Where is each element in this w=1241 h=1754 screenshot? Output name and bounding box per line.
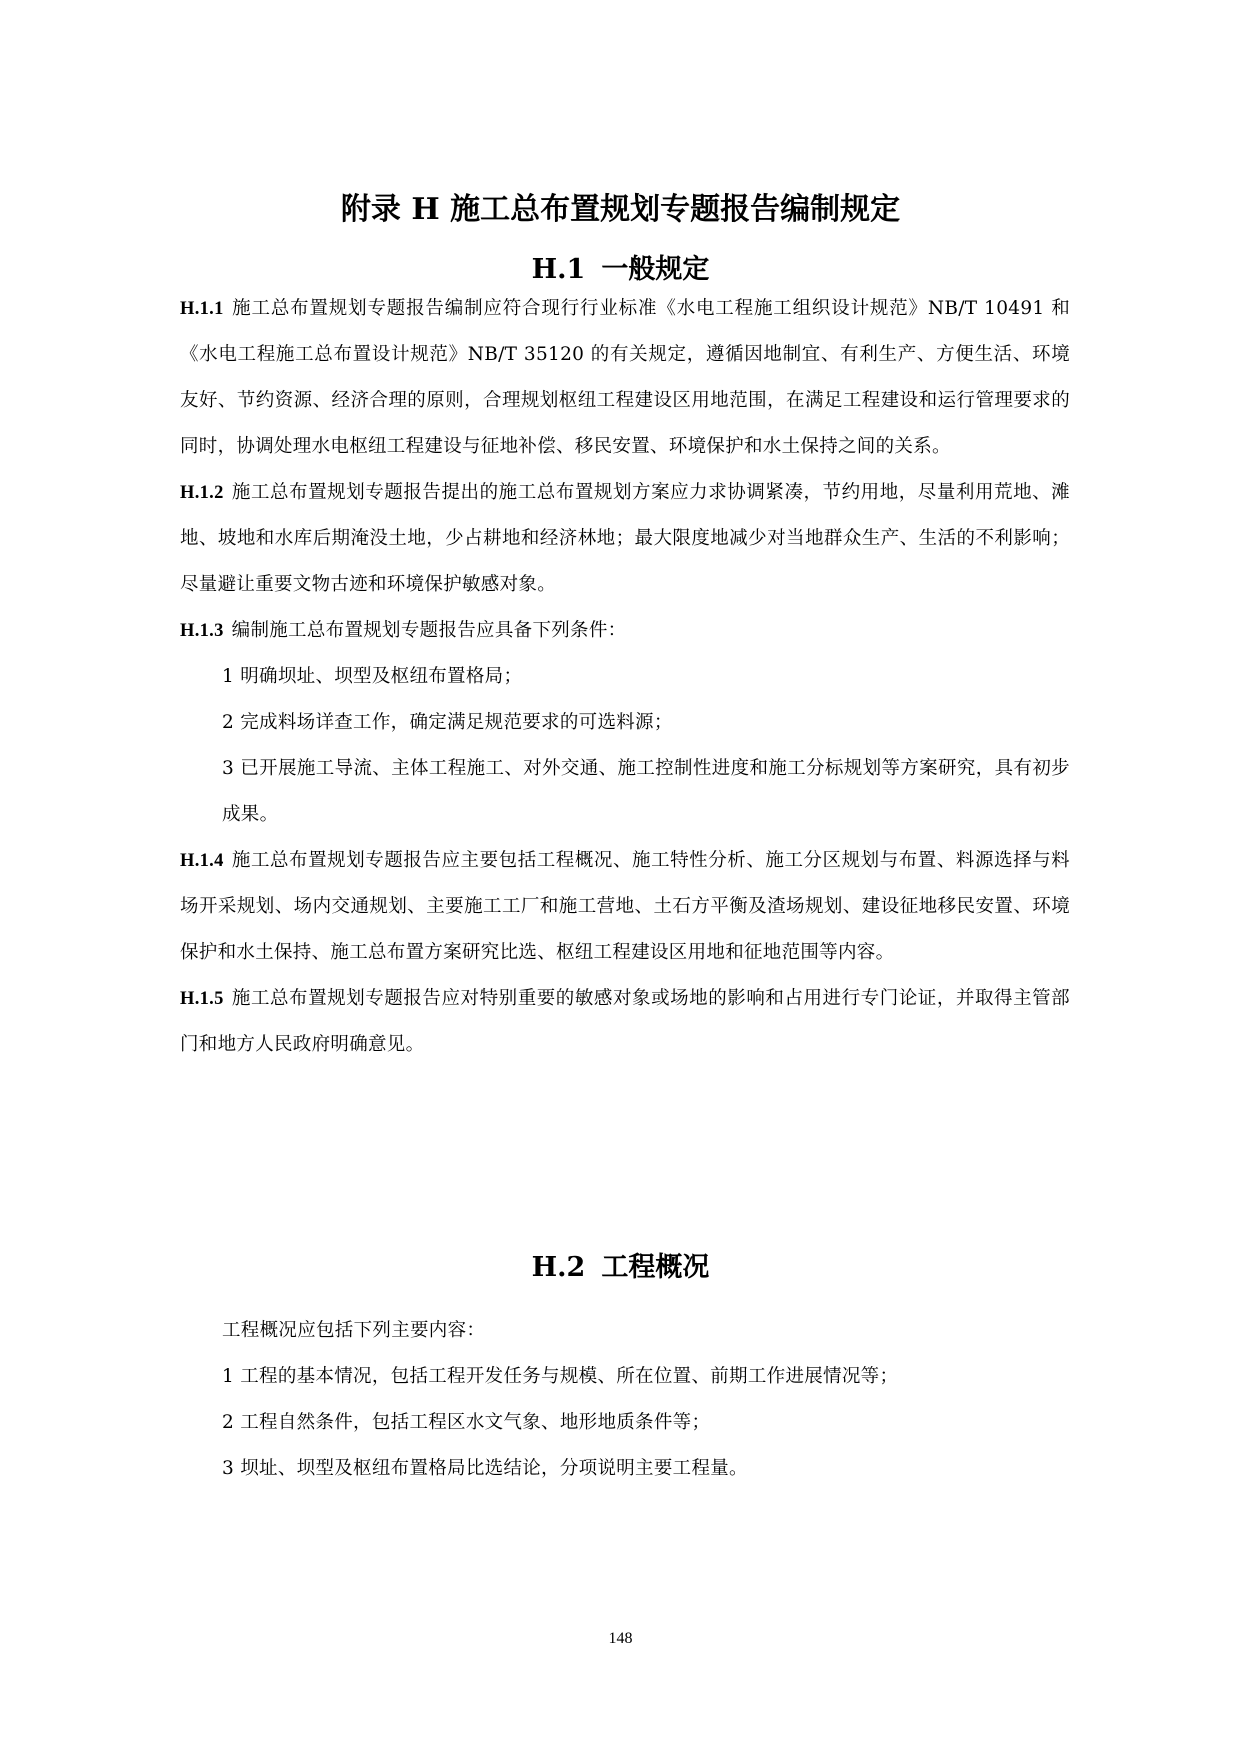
clause-number: H.1.4 — [180, 851, 224, 871]
section-h1-body — [180, 286, 1070, 1068]
section-heading-h1 — [0, 252, 1241, 288]
list-item: 1 工程的基本情况，包括工程开发任务与规模、所在位置、前期工作进展情况等； — [222, 1366, 899, 1387]
section-heading-h2 — [0, 1250, 1241, 1286]
clause-text: 施工总布置规划专题报告应对特别重要的敏感对象或场地的影响和占用进行专门论证，并取得主管部门和地方人民政府明确意见。 — [180, 988, 1070, 1055]
clause-number: H.1.5 — [180, 989, 224, 1009]
section-title: 工程概况 — [601, 1252, 710, 1283]
list-item: 3 已开展施工导流、主体工程施工、对外交通、施工控制性进度和施工分标规划等方案研究，具有初步成果。 — [222, 758, 1070, 825]
clause-h-1-5 — [180, 976, 1070, 1068]
clause-h-1-2 — [180, 470, 1070, 608]
list-item: 3 坝址、坝型及枢纽布置格局比选结论，分项说明主要工程量。 — [222, 1458, 748, 1479]
section-title: 一般规定 — [601, 254, 710, 285]
clause-number: H.1.3 — [180, 621, 224, 641]
list-item: 1 明确坝址、坝型及枢纽布置格局； — [222, 666, 523, 687]
clause-number: H.1.2 — [180, 483, 224, 503]
clause-text: 施工总布置规划专题报告应主要包括工程概况、施工特性分析、施工分区规划与布置、料源选择与料场开采规划、场内交通规划、主要施工工厂和施工营地、土石方平衡及渣场规划、建设征地移民安置、环境保护和水土保持、施工总布置方案研究比选、枢纽工程建设区用地和征地范围等内容。 — [180, 850, 1070, 963]
list-item: 2 工程自然条件，包括工程区水文气象、地形地质条件等； — [222, 1412, 711, 1433]
appendix-title: 附录 H 施工总布置规划专题报告编制规定 — [340, 192, 901, 227]
clause-h-1-4 — [180, 838, 1070, 976]
clause-text: 编制施工总布置规划专题报告应具备下列条件： — [231, 620, 627, 641]
section-number: H.1 — [531, 254, 586, 285]
page-number: 148 — [608, 1630, 633, 1647]
clause-h-1-3 — [180, 608, 1070, 654]
section-number: H.2 — [531, 1252, 586, 1283]
clause-h-1-1 — [180, 286, 1070, 470]
section-h2-body — [180, 1308, 1070, 1492]
list-item: 2 完成料场详查工作，确定满足规范要求的可选料源； — [222, 712, 673, 733]
clause-text: 施工总布置规划专题报告编制应符合现行行业标准《水电工程施工组织设计规范》NB/T 10491 和《水电工程施工总布置设计规范》NB/T 35120 的有关规定，遵循因地制宜、有利生产、方便生活、环境友好、节约资源、经济合理的原则，合理规划枢纽工程建设区用地范围，在满足工程建设和运行管理要求的同时，协调处理水电枢纽工程建设与征地补偿、移民安置、环境保护和水土保持之间的关系。 — [180, 298, 1070, 457]
clause-number: H.1.1 — [180, 299, 224, 319]
clause-text: 施工总布置规划专题报告提出的施工总布置规划方案应力求协调紧凑，节约用地，尽量利用荒地、滩地、坡地和水库后期淹没土地，少占耕地和经济林地；最大限度地减少对当地群众生产、生活的不利影响；尽量避让重要文物古迹和环境保护敏感对象。 — [180, 482, 1070, 595]
section-intro: 工程概况应包括下列主要内容： — [222, 1320, 486, 1341]
